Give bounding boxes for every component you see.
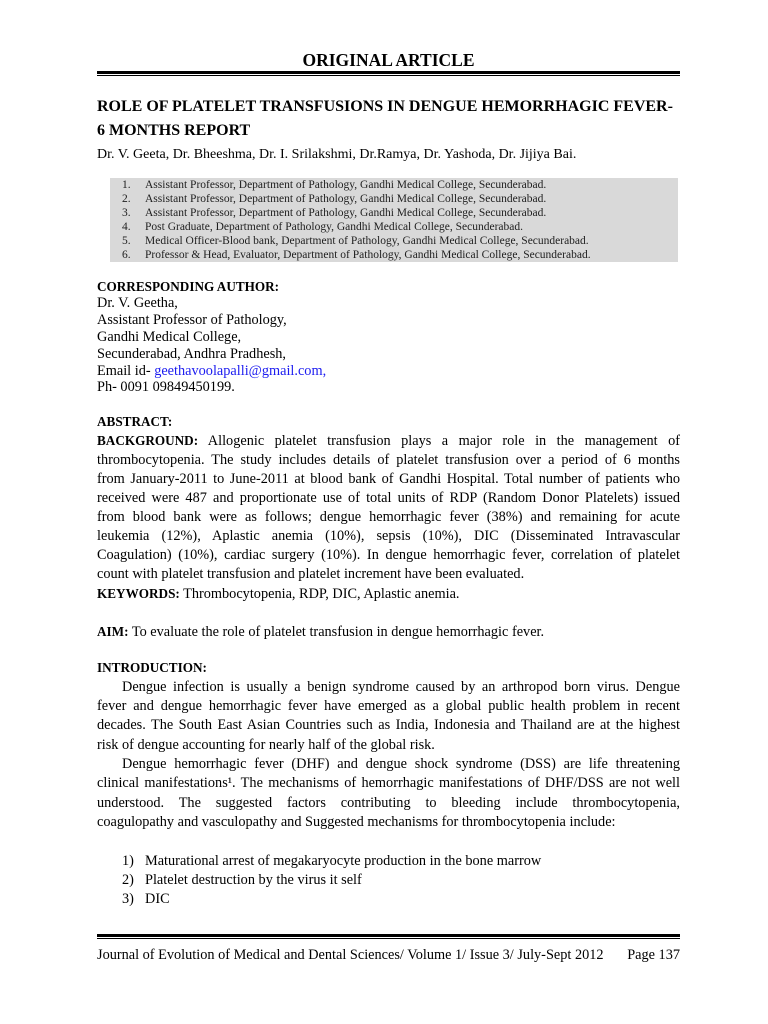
corresponding-author-heading: CORRESPONDING AUTHOR: (97, 278, 280, 294)
affiliation-item (110, 220, 678, 234)
list-item-text: Maturational arrest of megakaryocyte production in the bone marrow (145, 852, 542, 869)
abstract-line: received were 487 and proportionate use of total units of RDP (Random Donor Platelets) issued (97, 489, 680, 506)
paragraph-line: coagulopathy and vasculopathy and Suggested mechanisms for thrombocytopenia include: (97, 814, 616, 831)
article-title-line: 6 MONTHS REPORT (97, 122, 251, 139)
paragraph-line: risk of dengue accounting for nearly half of the global risk. (97, 736, 435, 753)
list-number: 2) (122, 871, 134, 888)
header-rule-thick (97, 71, 680, 74)
aim-line (97, 622, 680, 642)
paragraph-line: understood. The suggested factors contributing to bleeding include thrombocytopenia, (97, 794, 680, 811)
affiliation-number: 1. (122, 179, 131, 191)
corresponding-author-phone: Ph- 0091 09849450199. (97, 379, 235, 396)
aim-text: To evaluate the role of platelet transfusion in dengue hemorrhagic fever. (131, 623, 545, 640)
list-item (97, 890, 680, 909)
footer-rule-thick (97, 934, 680, 937)
keywords-line (97, 584, 680, 604)
affiliation-number: 3. (122, 207, 131, 219)
affiliation-item (110, 234, 678, 248)
affiliation-text: Assistant Professor, Department of Pathology, Gandhi Medical College, Secunderabad. (145, 207, 547, 219)
abstract-text: Allogenic platelet transfusion plays a major role in the management of (207, 432, 680, 449)
author-list: Dr. V. Geeta, Dr. Bheeshma, Dr. I. Srilakshmi, Dr.Ramya, Dr. Yashoda, Dr. Jijiya Bai. (97, 147, 577, 162)
corresponding-author-name: Dr. V. Geetha, (97, 295, 178, 312)
keywords-text: Thrombocytopenia, RDP, DIC, Aplastic anemia. (183, 586, 460, 603)
affiliation-number: 5. (122, 235, 131, 247)
journal-citation: Journal of Evolution of Medical and Dental Sciences/ Volume 1/ Issue 3/ July-Sept 2012 (97, 946, 604, 963)
introduction-section (97, 658, 680, 832)
keywords-label: KEYWORDS: (97, 586, 180, 602)
article-type-header: ORIGINAL ARTICLE (302, 50, 475, 70)
header-rule-thin (97, 75, 680, 76)
affiliation-item (110, 178, 678, 192)
list-number: 3) (122, 890, 134, 907)
corresponding-author-block (97, 279, 680, 397)
email-label: Email id- (97, 362, 151, 379)
article-title (97, 95, 697, 143)
affiliation-item (110, 248, 678, 262)
list-item-text: Platelet destruction by the virus it self (145, 871, 362, 888)
paragraph-line: clinical manifestations¹. The mechanisms of hemorrhagic manifestations of DHF/DSS are not well (97, 775, 680, 792)
article-title-line: ROLE OF PLATELET TRANSFUSIONS IN DENGUE HEMORRHAGIC FEVER- (97, 98, 673, 115)
affiliation-item (110, 192, 678, 206)
abstract-section (97, 412, 680, 605)
abstract-line: from January-2011 to June-2011 at blood bank of Gandhi Hospital. Total number of patients who (97, 470, 680, 487)
corresponding-author-email-line (97, 363, 680, 380)
corresponding-author-location: Secunderabad, Andhra Pradhesh, (97, 345, 286, 362)
affiliation-text: Professor & Head, Evaluator, Department of Pathology, Gandhi Medical College, Secunderabad. (145, 249, 591, 261)
corresponding-author-institution: Gandhi Medical College, (97, 328, 242, 345)
background-label: BACKGROUND: (97, 432, 199, 448)
paragraph-line: Dengue infection is usually a benign syndrome caused by an arthropod born virus. Dengue (122, 678, 680, 695)
list-item-text: DIC (145, 890, 170, 907)
introduction-heading: INTRODUCTION: (97, 660, 207, 676)
abstract-line: count with platelet transfusion and platelet increment have been evaluated. (97, 566, 525, 583)
paragraph-line: Dengue hemorrhagic fever (DHF) and dengue shock syndrome (DSS) are life threatening (122, 756, 680, 773)
affiliation-item (110, 206, 678, 220)
affiliation-number: 2. (122, 193, 131, 205)
affiliation-text: Post Graduate, Department of Pathology, Gandhi Medical College, Secunderabad. (145, 221, 524, 233)
footer-rule (97, 934, 680, 939)
affiliation-number: 4. (122, 221, 131, 233)
mechanism-list (97, 852, 680, 909)
corresponding-author-position: Assistant Professor of Pathology, (97, 312, 287, 329)
abstract-heading: ABSTRACT: (97, 413, 173, 429)
list-number: 1) (122, 852, 134, 869)
affiliation-text: Assistant Professor, Department of Pathology, Gandhi Medical College, Secunderabad. (145, 179, 547, 191)
abstract-line (97, 431, 680, 451)
affiliation-text: Medical Officer-Blood bank, Department of Pathology, Gandhi Medical College, Secunderabad. (145, 235, 589, 247)
abstract-line: from blood bank were as follows; dengue hemorrhagic fever (38%) and remaining for acute (97, 508, 680, 525)
affiliation-text: Assistant Professor, Department of Pathology, Gandhi Medical College, Secunderabad. (145, 193, 547, 205)
list-item (97, 852, 680, 871)
paragraph-line: decades. The South East Asian Countries such as India, Indonesia and Thailand are at the highest (97, 717, 680, 734)
footer-rule-thin (97, 938, 680, 939)
page-number: Page 137 (627, 946, 680, 963)
affiliations-box (110, 178, 678, 262)
page-footer (97, 946, 680, 965)
abstract-line: leukemia (12%), Aplastic anemia (10%), sepsis (10%), DIC (Disseminated Intravascular (97, 528, 680, 545)
paragraph-line: fever and dengue hemorrhagic fever have emerged as a global public health problem in recent (97, 697, 680, 714)
abstract-line: thrombocytopenia. The study includes details of platelet transfusion over a period of 6 months (97, 451, 680, 468)
abstract-line: Coagulation) (10%), cardiac surgery (10%). In dengue hemorrhagic fever, correlation of platelet (97, 547, 680, 564)
affiliation-number: 6. (122, 249, 131, 261)
header-rule (97, 71, 680, 76)
aim-label: AIM: (97, 623, 129, 639)
list-item (97, 871, 680, 890)
email-link[interactable]: geethavoolapalli@gmail.com, (154, 362, 327, 379)
